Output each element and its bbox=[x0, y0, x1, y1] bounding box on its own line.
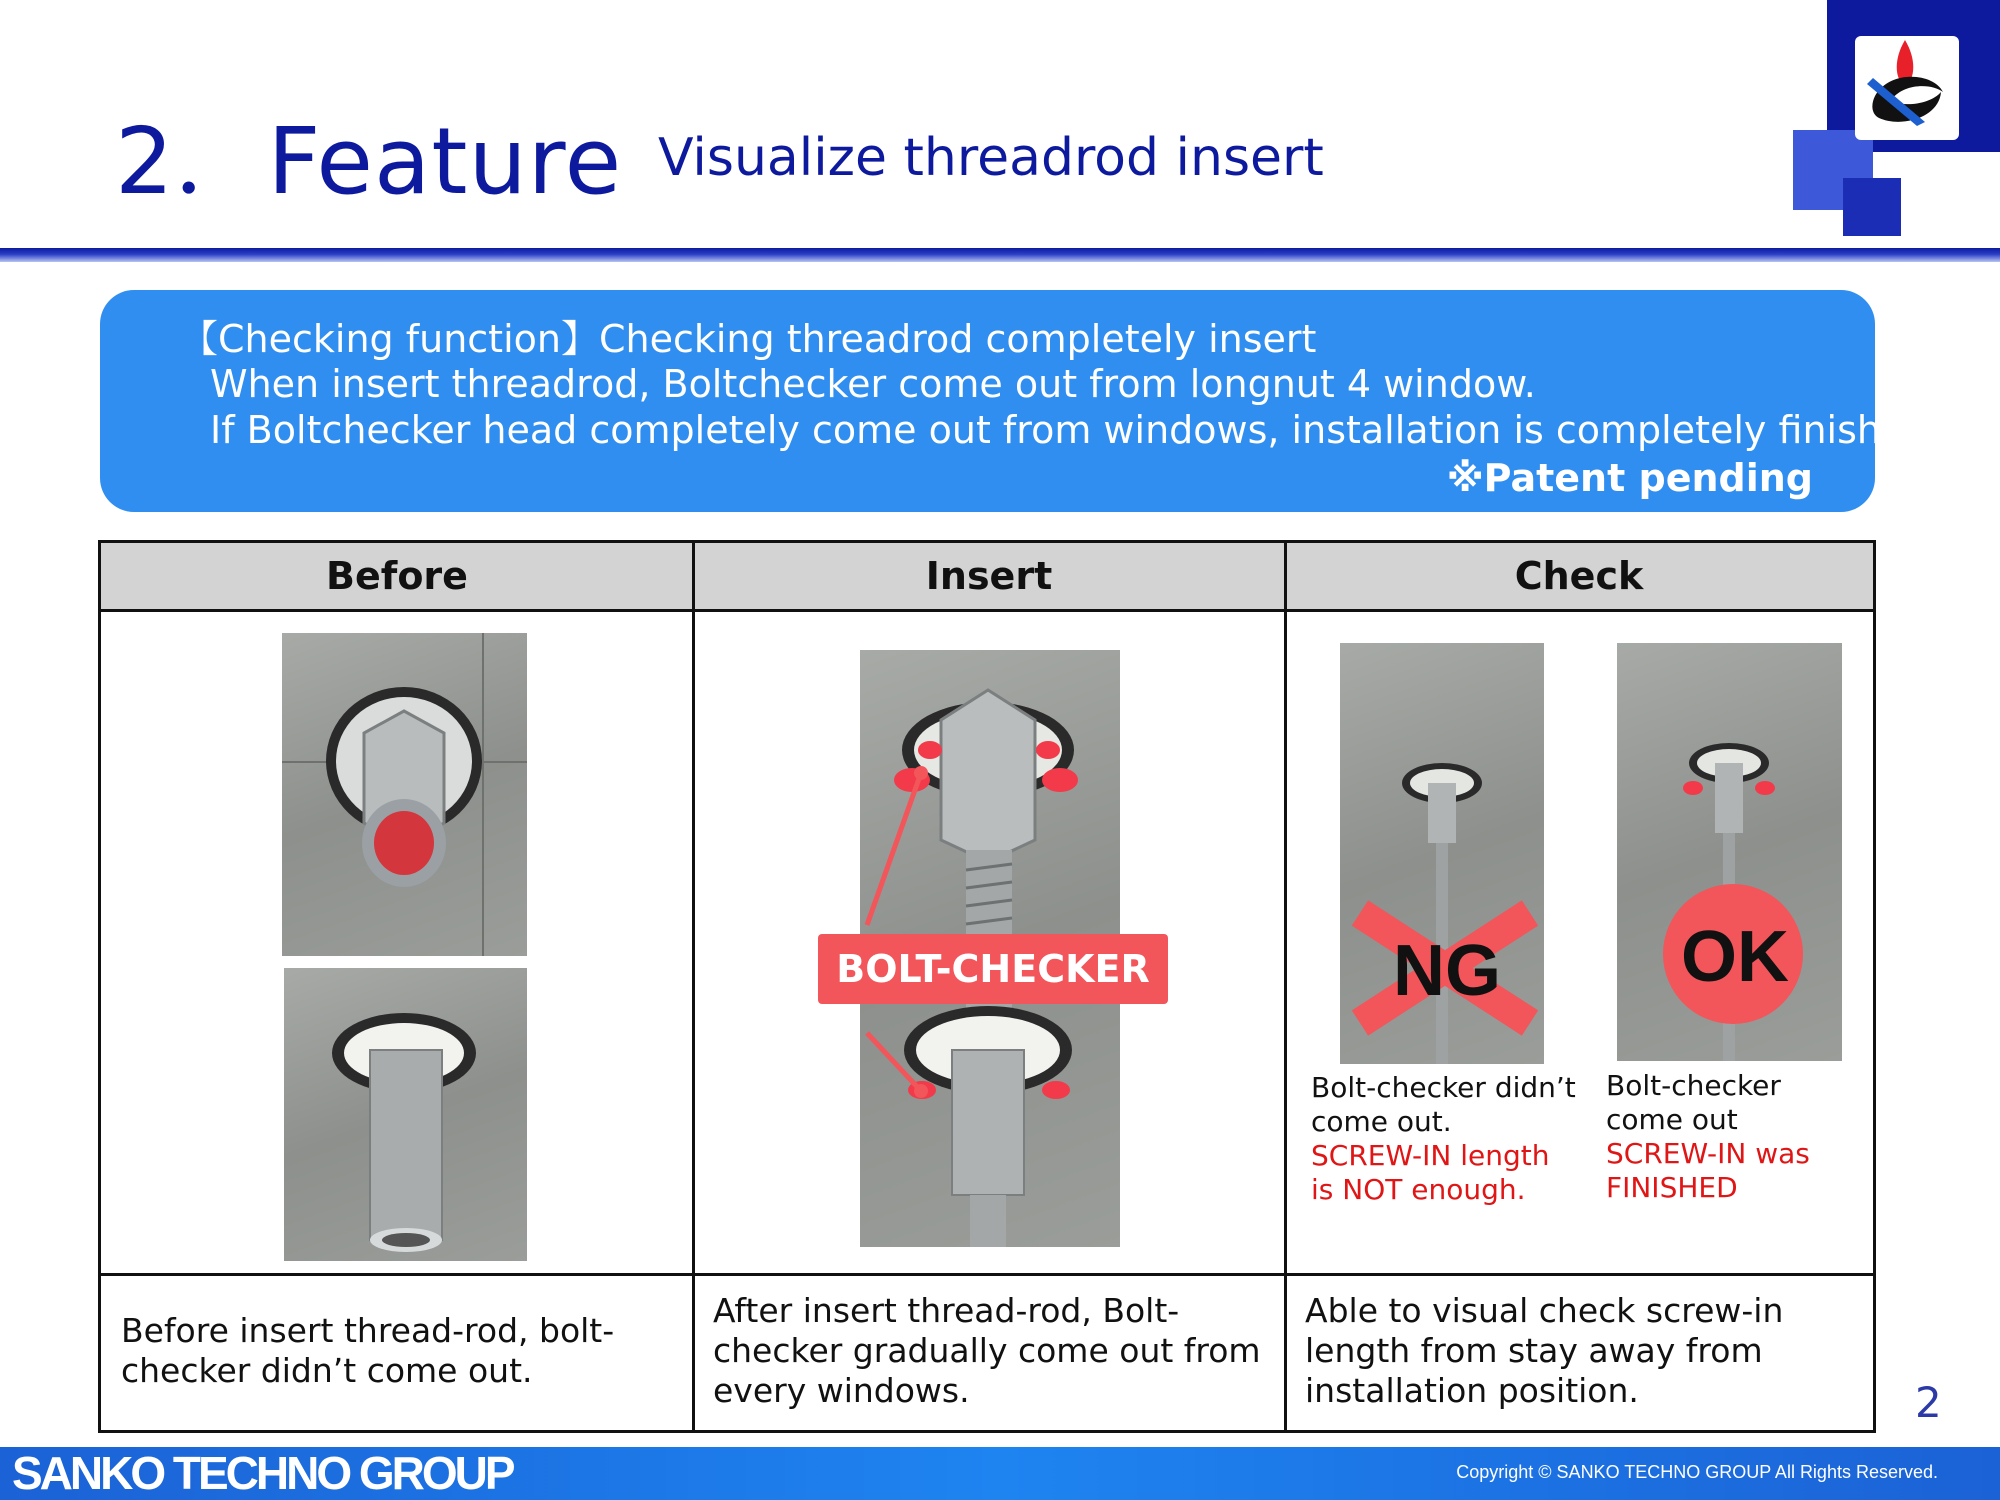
ok-caption-line: come out bbox=[1606, 1103, 1738, 1136]
description-check: Able to visual check screw-in length from stay away from installation position. bbox=[1305, 1291, 1784, 1410]
header-before: Before bbox=[326, 554, 468, 598]
callout-pointer-lines bbox=[821, 713, 1121, 1113]
ok-caption-line: Bolt-checker bbox=[1606, 1069, 1781, 1102]
ng-caption-warning: SCREW-IN length bbox=[1311, 1139, 1550, 1172]
photo-before-bottom bbox=[284, 968, 527, 1261]
ok-caption bbox=[1606, 1069, 1810, 1205]
table-divider bbox=[101, 609, 1873, 612]
checking-function-banner bbox=[100, 290, 1881, 512]
bolt-checker-callout: BOLT-CHECKER bbox=[818, 934, 1168, 1004]
footer-copyright: Copyright © SANKO TECHNO GROUP All Rights Reserved. bbox=[1456, 1462, 1938, 1482]
page-number: 2 bbox=[1915, 1378, 1942, 1427]
description-before: Before insert thread-rod, bolt-checker didn’t come out. bbox=[121, 1311, 615, 1390]
company-logo bbox=[1793, 0, 2000, 240]
photo-before-top bbox=[282, 633, 527, 956]
description-insert: After insert thread-rod, Bolt-checker gradually come out from every windows. bbox=[713, 1291, 1261, 1410]
banner-line: When insert threadrod, Boltchecker come out from longnut 4 window. bbox=[210, 362, 1536, 406]
ok-mark: OK bbox=[1681, 917, 1789, 997]
ng-caption bbox=[1311, 1071, 1576, 1207]
photo-check-ng bbox=[1340, 643, 1544, 1064]
patent-note: ※Patent pending bbox=[1446, 456, 1813, 500]
ng-caption-line: come out. bbox=[1311, 1105, 1452, 1138]
footer-brand: SANKO TECHNO GROUP bbox=[12, 1447, 513, 1499]
ng-caption-line: Bolt-checker didn’t bbox=[1311, 1071, 1576, 1104]
feature-table bbox=[98, 540, 1876, 1433]
ng-mark: NG bbox=[1393, 931, 1501, 1011]
slide-title: 2．Feature bbox=[115, 108, 623, 215]
banner-heading: 【Checking function】Checking threadrod completely insert bbox=[180, 317, 1317, 361]
table-divider bbox=[692, 543, 695, 1430]
ok-caption-status: FINISHED bbox=[1606, 1171, 1738, 1204]
header-insert: Insert bbox=[925, 554, 1053, 598]
slide-subtitle: Visualize threadrod insert bbox=[658, 128, 1324, 188]
table-header-row bbox=[101, 543, 1873, 609]
header-divider bbox=[0, 248, 2000, 262]
ok-caption-status: SCREW-IN was bbox=[1606, 1137, 1810, 1170]
table-divider bbox=[1284, 543, 1287, 1430]
header-check: Check bbox=[1514, 554, 1644, 598]
photo-check-ok bbox=[1617, 643, 1842, 1061]
ng-caption-warning: is NOT enough. bbox=[1311, 1173, 1526, 1206]
banner-line: If Boltchecker head completely come out from windows, installation is completely finish bbox=[210, 408, 1881, 452]
table-divider bbox=[101, 1273, 1873, 1276]
